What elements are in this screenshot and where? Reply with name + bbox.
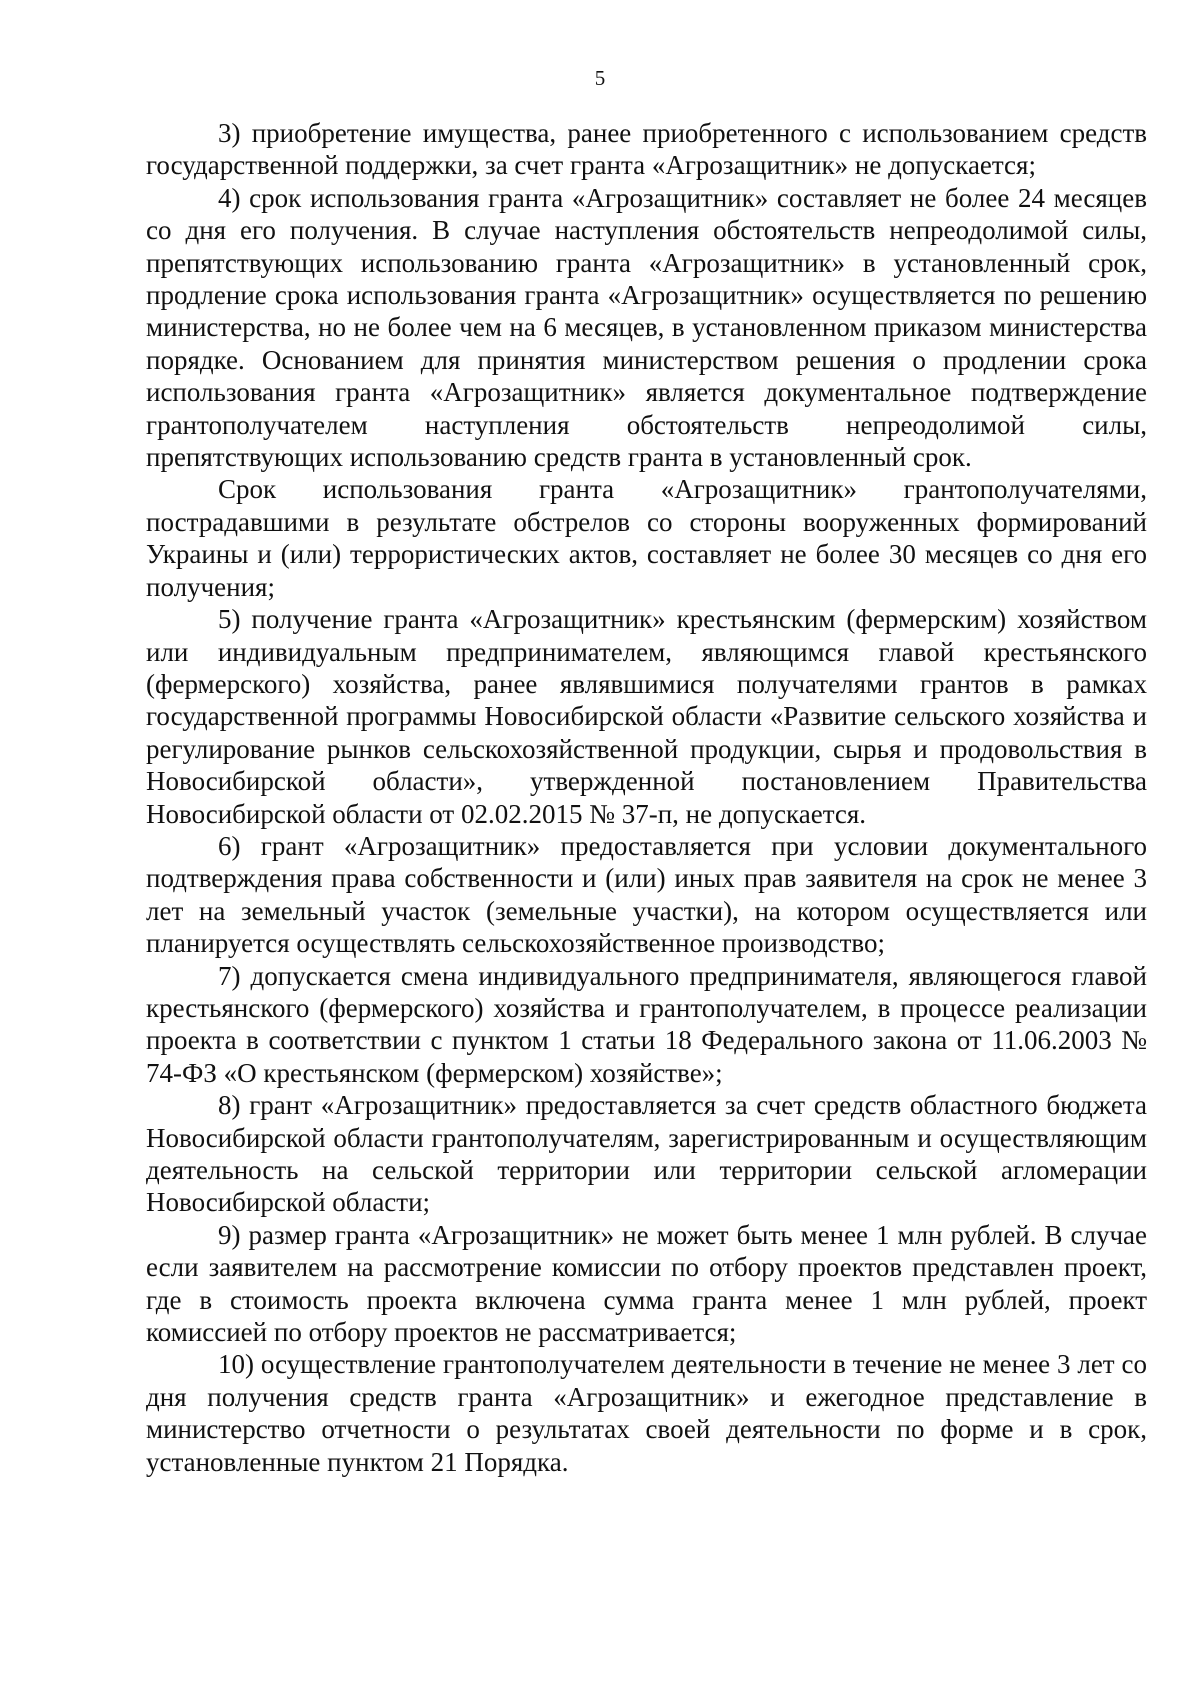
- paragraph-item-7: 7) допускается смена индивидуального предпринимателя, являющегося главой крестьянского (фермерского) хозяйства и грантополучателем, в процессе реализации проекта в соответствии с пунктом 1 статьи 18 Федерального закона от 11.06.2003 № 74-ФЗ «О крестьянском (фермерском) хозяйстве»;: [146, 960, 1147, 1088]
- paragraph-item-6: 6) грант «Агрозащитник» предоставляется при условии документального подтверждения права собственности и (или) иных прав заявителя на срок не менее 3 лет на земельный участок (земельные участки), на котором осуществляется или планируется осуществлять сельскохозяйственное производство;: [146, 830, 1147, 959]
- paragraph-item-10: 10) осуществление грантополучателем деятельности в течение не менее 3 лет со дня получения средств гранта «Агрозащитник» и ежегодное представление в министерство отчетности о результатах своей деятельности по форме и в срок, установленные пунктом 21 Порядка.: [146, 1349, 1147, 1477]
- paragraph-item-8: 8) грант «Агрозащитник» предоставляется за счет средств областного бюджета Новосибирской области грантополучателям, зарегистрированным и осуществляющим деятельность на сельской территории или территории сельской агломерации Новосибирской области;: [146, 1090, 1147, 1218]
- paragraph-item-4-continuation: Срок использования гранта «Агрозащитник» грантополучателями, пострадавшими в результате обстрелов со стороны вооруженных формирований Украины и (или) террористических актов, составляет не более 30 месяцев со дня его получения;: [146, 474, 1147, 602]
- paragraph-item-3: 3) приобретение имущества, ранее приобретенного с использованием средств государственной поддержки, за счет гранта «Агрозащитник» не допускается;: [146, 118, 1147, 181]
- paragraph-item-9: 9) размер гранта «Агрозащитник» не может быть менее 1 млн рублей. В случае если заявителем на рассмотрение комиссии по отбору проектов представлен проект, где в стоимость проекта включена сумма гранта менее 1 млн рублей, проект комиссией по отбору проектов не рассматривается;: [146, 1219, 1147, 1348]
- paragraph-item-5: 5) получение гранта «Агрозащитник» крестьянским (фермерским) хозяйством или индивидуальным предпринимателем, являющимся главой крестьянского (фермерского) хозяйства, ранее являвшимися получателями грантов в рамках государственной программы Новосибирской области «Развитие сельского хозяйства и регулирование рынков сельскохозяйственной продукции, сырья и продовольствия в Новосибирской области», утвержденной постановлением Правительства Новосибирской области от 02.02.2015 № 37-п, не допускается.: [146, 604, 1147, 829]
- page-number: 5: [594, 66, 606, 90]
- paragraph-item-4: 4) срок использования гранта «Агрозащитник» составляет не более 24 месяцев со дня его получения. В случае наступления обстоятельств непреодолимой силы, препятствующих использованию гранта «Агрозащитник» в установленный срок, продление срока использования гранта «Агрозащитник» осуществляется по решению министерства, но не более чем на 6 месяцев, в установленном приказом министерства порядке. Основанием для принятия министерством решения о продлении срока использования гранта «Агрозащитник» является документальное подтверждение грантополучателем наступления обстоятельств непреодолимой силы, препятствующих использованию средств гранта в установленный срок.: [146, 182, 1147, 473]
- document-body: [146, 117, 1147, 1478]
